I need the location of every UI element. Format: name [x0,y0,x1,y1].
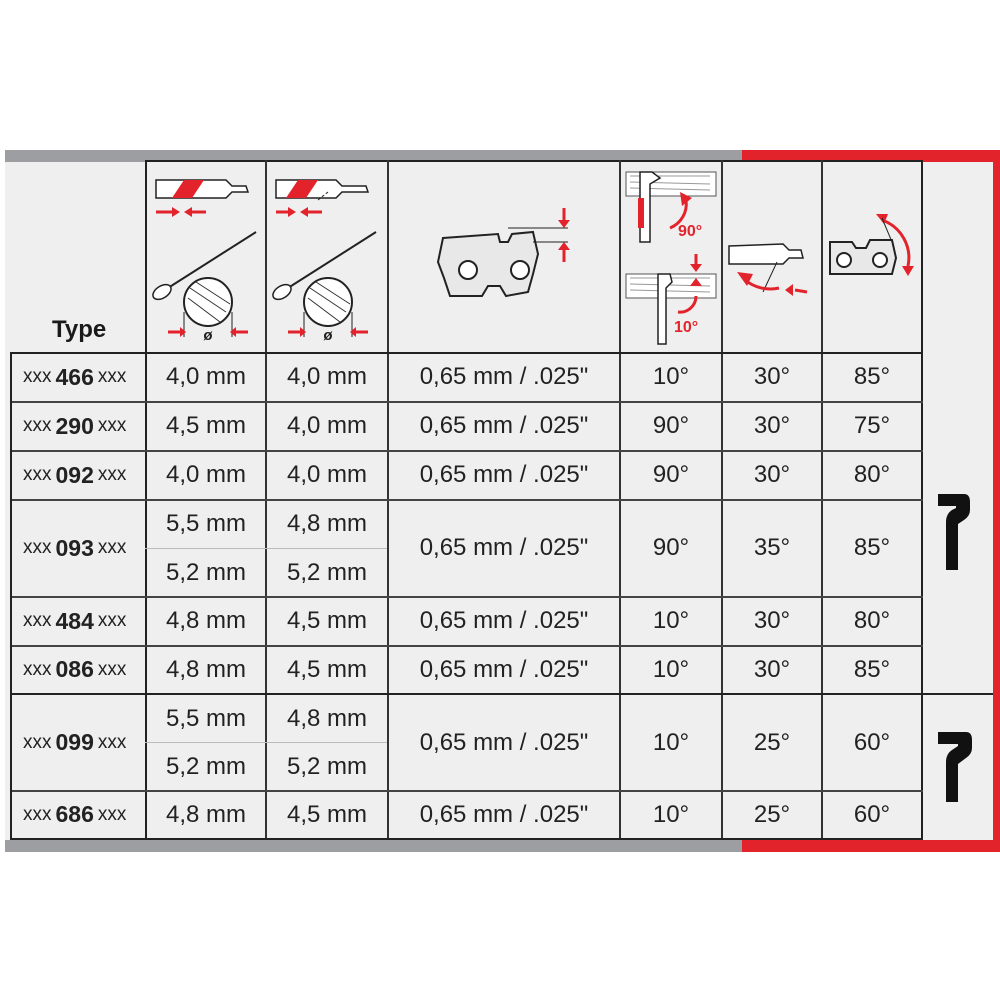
type-cell [12,402,145,450]
type-code: 093 [55,534,94,561]
top-angle-cell: 10° [652,655,690,683]
file-a-cell: 5,2 mm [165,558,246,586]
type-prefix: xxx [23,464,52,485]
side-plate-angle-icon [723,162,821,352]
type-prefix: xxx [23,537,52,558]
depth-cell: 0,65 mm / .025" [419,655,589,683]
depth-cell: 0,65 mm / .025" [419,412,589,439]
side-angle-cell: 35° [753,534,791,561]
angle-10-label: 10° [674,319,699,336]
diameter-symbol: ø [203,327,213,344]
file-a-cell: 5,5 mm [165,510,246,537]
file-a-cell: 4,0 mm [165,363,246,390]
type-suffix: xxx [97,366,127,387]
file-a-cell: 4,5 mm [165,412,246,439]
cutter-back-angle-icon [822,162,922,352]
file-b-cell: 5,2 mm [286,752,367,780]
top-plate-angle-icon [620,162,722,352]
back-angle-cell: 80° [853,461,891,488]
type-code: 290 [55,412,94,439]
type-prefix: xxx [23,803,52,825]
type-cell [12,500,145,596]
type-code: 686 [55,801,94,827]
type-cell [12,646,145,693]
cutter-profile-hook-icon [934,488,974,574]
top-angle-cell: 10° [652,607,690,634]
bottom-border-red [742,840,1000,852]
top-angle-cell: 10° [652,728,690,756]
top-angle-cell: 90° [652,534,690,561]
back-angle-cell: 60° [853,800,891,828]
file-b-cell: 4,5 mm [286,800,367,828]
type-suffix: xxx [97,610,127,631]
type-cell [12,451,145,499]
angle-90-label: 90° [678,223,703,240]
depth-cell: 0,65 mm / .025" [419,800,589,828]
file-b-cell: 4,8 mm [286,704,367,732]
top-angle-cell: 10° [652,363,690,390]
back-angle-cell: 85° [853,363,891,390]
cutter-profile-hook-icon [934,728,974,804]
table-bottom-border [10,838,923,840]
type-suffix: xxx [97,731,127,753]
type-prefix: xxx [23,415,52,436]
depth-cell: 0,65 mm / .025" [419,728,589,756]
file-a-cell: 4,8 mm [165,655,246,683]
side-angle-cell: 30° [753,607,791,634]
file-a-cell: 4,0 mm [165,461,246,488]
type-suffix: xxx [97,658,127,680]
side-angle-cell: 30° [753,461,791,488]
type-suffix: xxx [97,464,127,485]
back-angle-cell: 85° [853,655,891,683]
top-angle-cell: 90° [652,412,690,439]
side-angle-cell: 25° [753,800,791,828]
type-prefix: xxx [23,731,52,753]
depth-cell: 0,65 mm / .025" [419,607,589,634]
side-angle-cell: 30° [753,655,791,683]
side-angle-cell: 25° [753,728,791,756]
type-prefix: xxx [23,366,52,387]
back-angle-cell: 85° [853,534,891,561]
type-suffix: xxx [97,415,127,436]
type-cell [12,695,145,790]
type-code: 086 [55,656,94,682]
file-b-cell: 4,5 mm [286,655,367,683]
back-angle-cell: 80° [853,607,891,634]
file-b-cell: 5,2 mm [286,558,367,586]
type-suffix: xxx [97,537,127,558]
type-code: 092 [55,461,94,488]
file-a-cell: 4,8 mm [165,800,246,828]
depth-cell: 0,65 mm / .025" [419,461,589,488]
top-angle-cell: 90° [652,461,690,488]
type-prefix: xxx [23,610,52,631]
side-angle-cell: 30° [753,363,791,390]
type-prefix: xxx [23,658,52,680]
bottom-border-grey [5,840,742,852]
file-b-cell: 4,5 mm [286,607,367,634]
depth-cell: 0,65 mm / .025" [419,363,589,390]
file-a-cell: 5,2 mm [165,752,246,780]
file-a-cell: 4,8 mm [165,607,246,634]
type-cell [12,597,145,645]
diameter-symbol: ø [323,327,333,344]
file-b-cell: 4,8 mm [286,510,367,537]
type-code: 484 [55,607,94,634]
file-diameter-angled-icon [266,162,387,352]
type-code: 466 [55,363,94,390]
depth-gauge-icon [388,162,618,352]
side-angle-cell: 30° [753,412,791,439]
back-angle-cell: 60° [853,728,891,756]
back-angle-cell: 75° [853,412,891,439]
file-diameter-icon [146,162,265,352]
type-cell [12,791,145,838]
type-cell [12,353,145,401]
top-angle-cell: 10° [652,800,690,828]
depth-cell: 0,65 mm / .025" [419,534,589,561]
right-border-red [993,150,1000,852]
file-b-cell: 4,0 mm [286,412,367,439]
type-code: 099 [55,729,94,755]
file-b-cell: 4,0 mm [286,461,367,488]
file-b-cell: 4,0 mm [286,363,367,390]
type-column-header: Type [52,316,107,343]
file-a-cell: 5,5 mm [165,704,246,732]
type-suffix: xxx [97,803,127,825]
